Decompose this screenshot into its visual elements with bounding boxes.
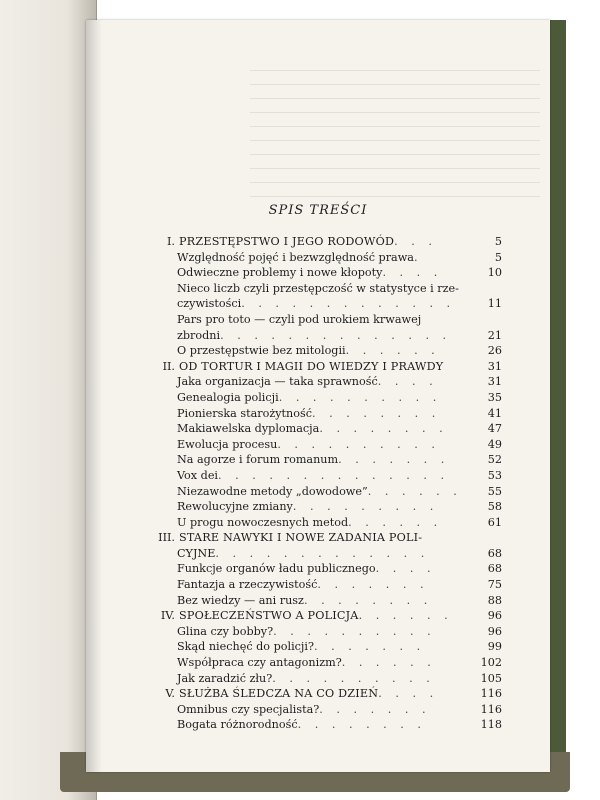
entry-title: CYJNE <box>177 546 216 560</box>
page-fold-shadow <box>86 20 102 772</box>
entry-title: Rewolucyjne zmiany <box>177 500 293 514</box>
entry-title: Na agorze i forum romanum <box>177 453 339 467</box>
page-number: 58 <box>487 500 502 514</box>
entry-title: Makiawelska dyplomacja <box>177 422 320 436</box>
leader-dots: . . . . . . <box>358 609 453 623</box>
page-number: 68 <box>487 562 502 576</box>
entry-title: zbrodni <box>177 328 221 342</box>
leader-dots: . <box>413 250 423 264</box>
leader-dots: . . . . . . . <box>313 640 426 654</box>
toc-entry <box>150 281 502 297</box>
entry-title: Niezawodne metody „dowodowe” <box>177 484 368 498</box>
entry-title: Odwieczne problemy i nowe kłopoty <box>177 266 383 280</box>
entry-title: Vox dei <box>177 468 219 482</box>
leader-dots: . . . . . . . . . . . . . <box>215 546 430 560</box>
leader-dots: . . . . <box>378 687 439 701</box>
page-number: 53 <box>487 468 502 482</box>
page-number: 41 <box>487 406 502 420</box>
toc-entry <box>150 624 502 640</box>
page-number: 61 <box>487 515 502 529</box>
page-number: 5 <box>494 250 502 264</box>
leader-dots: . . . . . . . . . . . . . <box>241 297 456 311</box>
leader-dots: . . . . . . . . <box>319 422 448 436</box>
table-of-contents <box>150 234 502 733</box>
page-number: 96 <box>487 609 502 623</box>
leader-dots: . . . . . . . . <box>297 718 426 732</box>
toc-chapter-entry <box>150 686 502 702</box>
page-number: 96 <box>487 624 502 638</box>
toc-entry <box>150 390 502 406</box>
chapter-number: V. <box>165 687 175 701</box>
page-number: 35 <box>487 390 502 404</box>
page-number: 11 <box>487 297 502 311</box>
leader-dots: . . . . . . . . . . . . . . <box>220 328 452 342</box>
book-spine <box>548 20 566 765</box>
toc-chapter-entry <box>150 234 502 250</box>
page-number: 49 <box>487 437 502 451</box>
leader-dots: . . . . . . . . . . . . . . <box>218 468 450 482</box>
page-number: 21 <box>487 328 502 342</box>
toc-title: SPIS TREŚCI <box>268 203 368 218</box>
entry-title: SŁUŻBA ŚLEDCZA NA CO DZIEŃ <box>179 687 379 701</box>
page-number: 5 <box>494 235 502 248</box>
leader-dots: . . . . . . <box>341 656 436 670</box>
leader-dots: . . . . <box>382 266 443 280</box>
leader-dots: . . . . <box>377 375 438 389</box>
toc-entry <box>150 499 502 515</box>
entry-title: Glina czy bobby? <box>177 624 274 638</box>
entry-title: STARE NAWYKI I NOWE ZADANIA POLI- <box>179 531 423 545</box>
toc-entry <box>150 421 502 437</box>
leader-dots: . . . . . . <box>348 515 443 529</box>
toc-entry <box>150 546 502 562</box>
entry-title: Omnibus czy specjalista? <box>177 702 320 716</box>
leader-dots: . . . . . . <box>345 344 440 358</box>
chapter-number: III. <box>158 531 175 545</box>
leader-dots: . . . . <box>375 562 436 576</box>
entry-title: Fantazja a rzeczywistość <box>177 578 318 592</box>
entry-title: Jak zaradzić złu? <box>177 671 273 685</box>
entry-title: Bogata różnorodność <box>177 718 298 732</box>
page-number: 26 <box>487 344 502 358</box>
leader-dots: . . . . . . . . . . <box>277 437 440 451</box>
leader-dots: . . . . . . . . <box>312 406 441 420</box>
leader-dots: . . . . . . . <box>317 578 429 592</box>
page-number: 88 <box>487 593 502 607</box>
page-number: 47 <box>487 422 502 436</box>
page-number: 31 <box>487 375 502 389</box>
toc-entry <box>150 484 502 500</box>
left-page <box>0 0 97 800</box>
chapter-number: II. <box>162 359 175 373</box>
entry-title: Jaka organizacja — taka sprawność <box>177 375 378 389</box>
toc-entry <box>150 702 502 718</box>
entry-title: U progu nowoczesnych metod <box>177 515 349 529</box>
toc-chapter-entry <box>150 530 502 546</box>
chapter-number: I. <box>167 235 175 248</box>
entry-title: Skąd niechęć do policji? <box>177 640 314 654</box>
page-number: 75 <box>487 578 502 592</box>
page-number: 116 <box>480 702 502 716</box>
chapter-number: IV. <box>160 609 175 623</box>
toc-entry <box>150 577 502 593</box>
toc-entry <box>150 265 502 281</box>
entry-title: Pars pro toto — czyli pod urokiem krwawej <box>177 312 422 326</box>
toc-entry <box>150 437 502 453</box>
page-number: 118 <box>480 718 502 732</box>
toc-chapter-entry <box>150 359 502 375</box>
entry-title: O przestępstwie bez mitologii <box>177 344 346 358</box>
page-number: 68 <box>487 546 502 560</box>
page-number: 10 <box>487 266 502 280</box>
entry-title: SPOŁECZEŃSTWO A POLICJA <box>179 609 359 623</box>
toc-entry <box>150 406 502 422</box>
toc-entry <box>150 374 502 390</box>
toc-entry <box>150 343 502 359</box>
entry-title: OD TORTUR I MAGII DO WIEDZY I PRAWDY <box>179 359 444 373</box>
toc-entry <box>150 639 502 655</box>
toc-entry <box>150 655 502 671</box>
entry-title: Względność pojęć i bezwzględność prawa <box>177 250 414 264</box>
leader-dots: . . . . . . . . . . <box>278 390 442 404</box>
page-number: 52 <box>487 453 502 467</box>
toc-entry <box>150 561 502 577</box>
toc-entry <box>150 468 502 484</box>
entry-title: Bez wiedzy — ani rusz <box>177 593 304 607</box>
page-number: 99 <box>487 640 502 654</box>
leader-dots: . . . . . . . . <box>303 593 433 607</box>
page-number: 116 <box>480 687 502 701</box>
toc-entry <box>150 717 502 733</box>
leader-dots: . . . . . . <box>367 484 462 498</box>
entry-title: Ewolucja procesu <box>177 437 278 451</box>
page-number: 102 <box>480 656 502 670</box>
page-number: 31 <box>487 359 502 373</box>
leader-dots: . . . . . . . . . . <box>273 624 436 638</box>
leader-dots: . . . . . . . <box>319 702 431 716</box>
leader-dots: . . . <box>394 235 437 248</box>
show-through-text <box>250 70 540 210</box>
page-number: 105 <box>480 671 502 685</box>
toc-entry <box>150 250 502 266</box>
toc-entry <box>150 671 502 687</box>
toc-entry <box>150 515 502 531</box>
toc-entry <box>150 296 502 312</box>
entry-title: Genealogia policji <box>177 390 279 404</box>
leader-dots: . . . . . . . . . <box>292 500 439 514</box>
entry-title: PRZESTĘPSTWO I JEGO RODOWÓD <box>179 235 395 248</box>
entry-title: czywistości <box>177 297 242 311</box>
toc-entry <box>150 452 502 468</box>
entry-title: Pionierska starożytność <box>177 406 312 420</box>
page-number: 55 <box>487 484 502 498</box>
leader-dots: . . . . . . . <box>338 453 450 467</box>
entry-title: Nieco liczb czyli przestępczość w statystyce i rze- <box>177 281 459 295</box>
toc-entry <box>150 328 502 344</box>
entry-title: Współpraca czy antagonizm? <box>177 656 342 670</box>
toc-entry <box>150 593 502 609</box>
toc-chapter-entry <box>150 608 502 624</box>
toc-entry <box>150 312 502 328</box>
entry-title: Funkcje organów ładu publicznego <box>177 562 376 576</box>
leader-dots: . . . . . . . . . . <box>272 671 435 685</box>
